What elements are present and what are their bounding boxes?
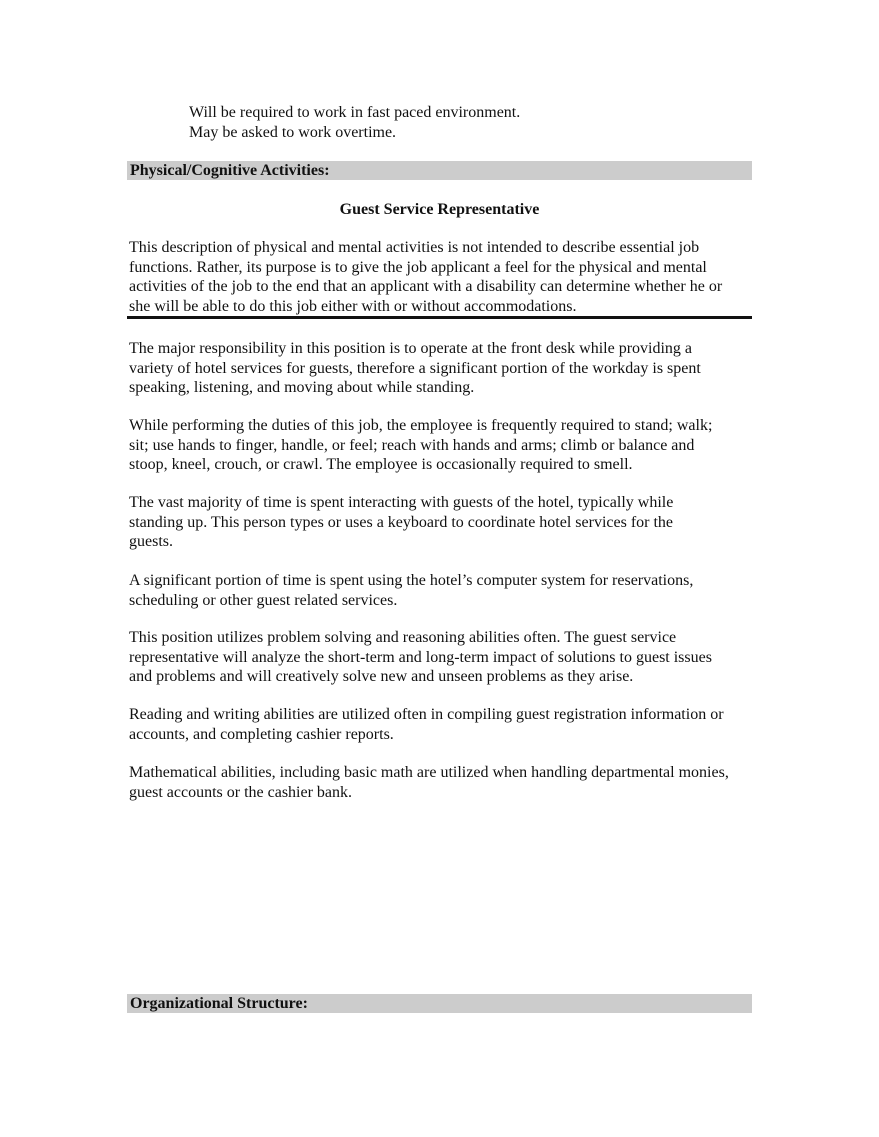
text-line: representative will analyze the short-term and long-term impact of solutions to guest issues bbox=[129, 648, 712, 666]
body-paragraph bbox=[129, 493, 759, 552]
text-line: she will be able to do this job either with or without accommodations. bbox=[129, 297, 577, 315]
text-line: scheduling or other guest related services. bbox=[129, 591, 398, 609]
body-paragraph bbox=[129, 628, 759, 687]
text-line: accounts, and completing cashier reports. bbox=[129, 725, 394, 743]
text-line: speaking, listening, and moving about while standing. bbox=[129, 379, 475, 396]
body-paragraph bbox=[129, 571, 759, 610]
text-line: The vast majority of time is spent interacting with guests of the hotel, typically while bbox=[129, 494, 674, 511]
disclaimer-paragraph bbox=[129, 238, 759, 316]
text-line: While performing the duties of this job, the employee is frequently required to stand; walk; bbox=[129, 417, 713, 434]
text-line: The major responsibility in this position is to operate at the front desk while providing a bbox=[129, 340, 693, 357]
text-line: activities of the job to the end that an applicant with a disability can determine whether he or bbox=[129, 278, 723, 295]
text-line: functions. Rather, its purpose is to give the job applicant a feel for the physical and mental bbox=[129, 258, 707, 276]
text-line: This description of physical and mental activities is not intended to describe essential job bbox=[129, 239, 700, 256]
text-line: guests. bbox=[129, 533, 173, 550]
horizontal-rule bbox=[127, 316, 752, 319]
section-heading-organizational-structure: Organizational Structure: bbox=[127, 994, 752, 1013]
text-line: Mathematical abilities, including basic math are utilized when handling departmental monies, bbox=[129, 764, 729, 781]
body-paragraph bbox=[129, 339, 759, 398]
text-line: stoop, kneel, crouch, or crawl. The employee is occasionally required to smell. bbox=[129, 456, 633, 473]
requirement-line: May be asked to work overtime. bbox=[189, 124, 397, 141]
text-line: guest accounts or the cashier bank. bbox=[129, 783, 353, 801]
text-line: and problems and will creatively solve new and unseen problems as they arise. bbox=[129, 668, 634, 685]
body-paragraph bbox=[129, 763, 759, 802]
requirement-line: Will be required to work in fast paced environment. bbox=[189, 104, 521, 121]
section-heading-physical-cognitive: Physical/Cognitive Activities: bbox=[127, 161, 752, 180]
text-line: A significant portion of time is spent using the hotel’s computer system for reservations, bbox=[129, 572, 694, 589]
text-line: variety of hotel services for guests, therefore a significant portion of the workday is spent bbox=[129, 359, 701, 377]
body-paragraph bbox=[129, 705, 759, 744]
job-title: Guest Service Representative bbox=[339, 201, 540, 218]
text-line: This position utilizes problem solving and reasoning abilities often. The guest service bbox=[129, 629, 677, 646]
body-paragraph bbox=[129, 416, 759, 475]
text-line: Reading and writing abilities are utilized often in compiling guest registration information or bbox=[129, 706, 724, 723]
text-line: sit; use hands to finger, handle, or feel; reach with hands and arms; climb or balance and bbox=[129, 436, 695, 454]
text-line: standing up. This person types or uses a keyboard to coordinate hotel services for the bbox=[129, 513, 674, 531]
